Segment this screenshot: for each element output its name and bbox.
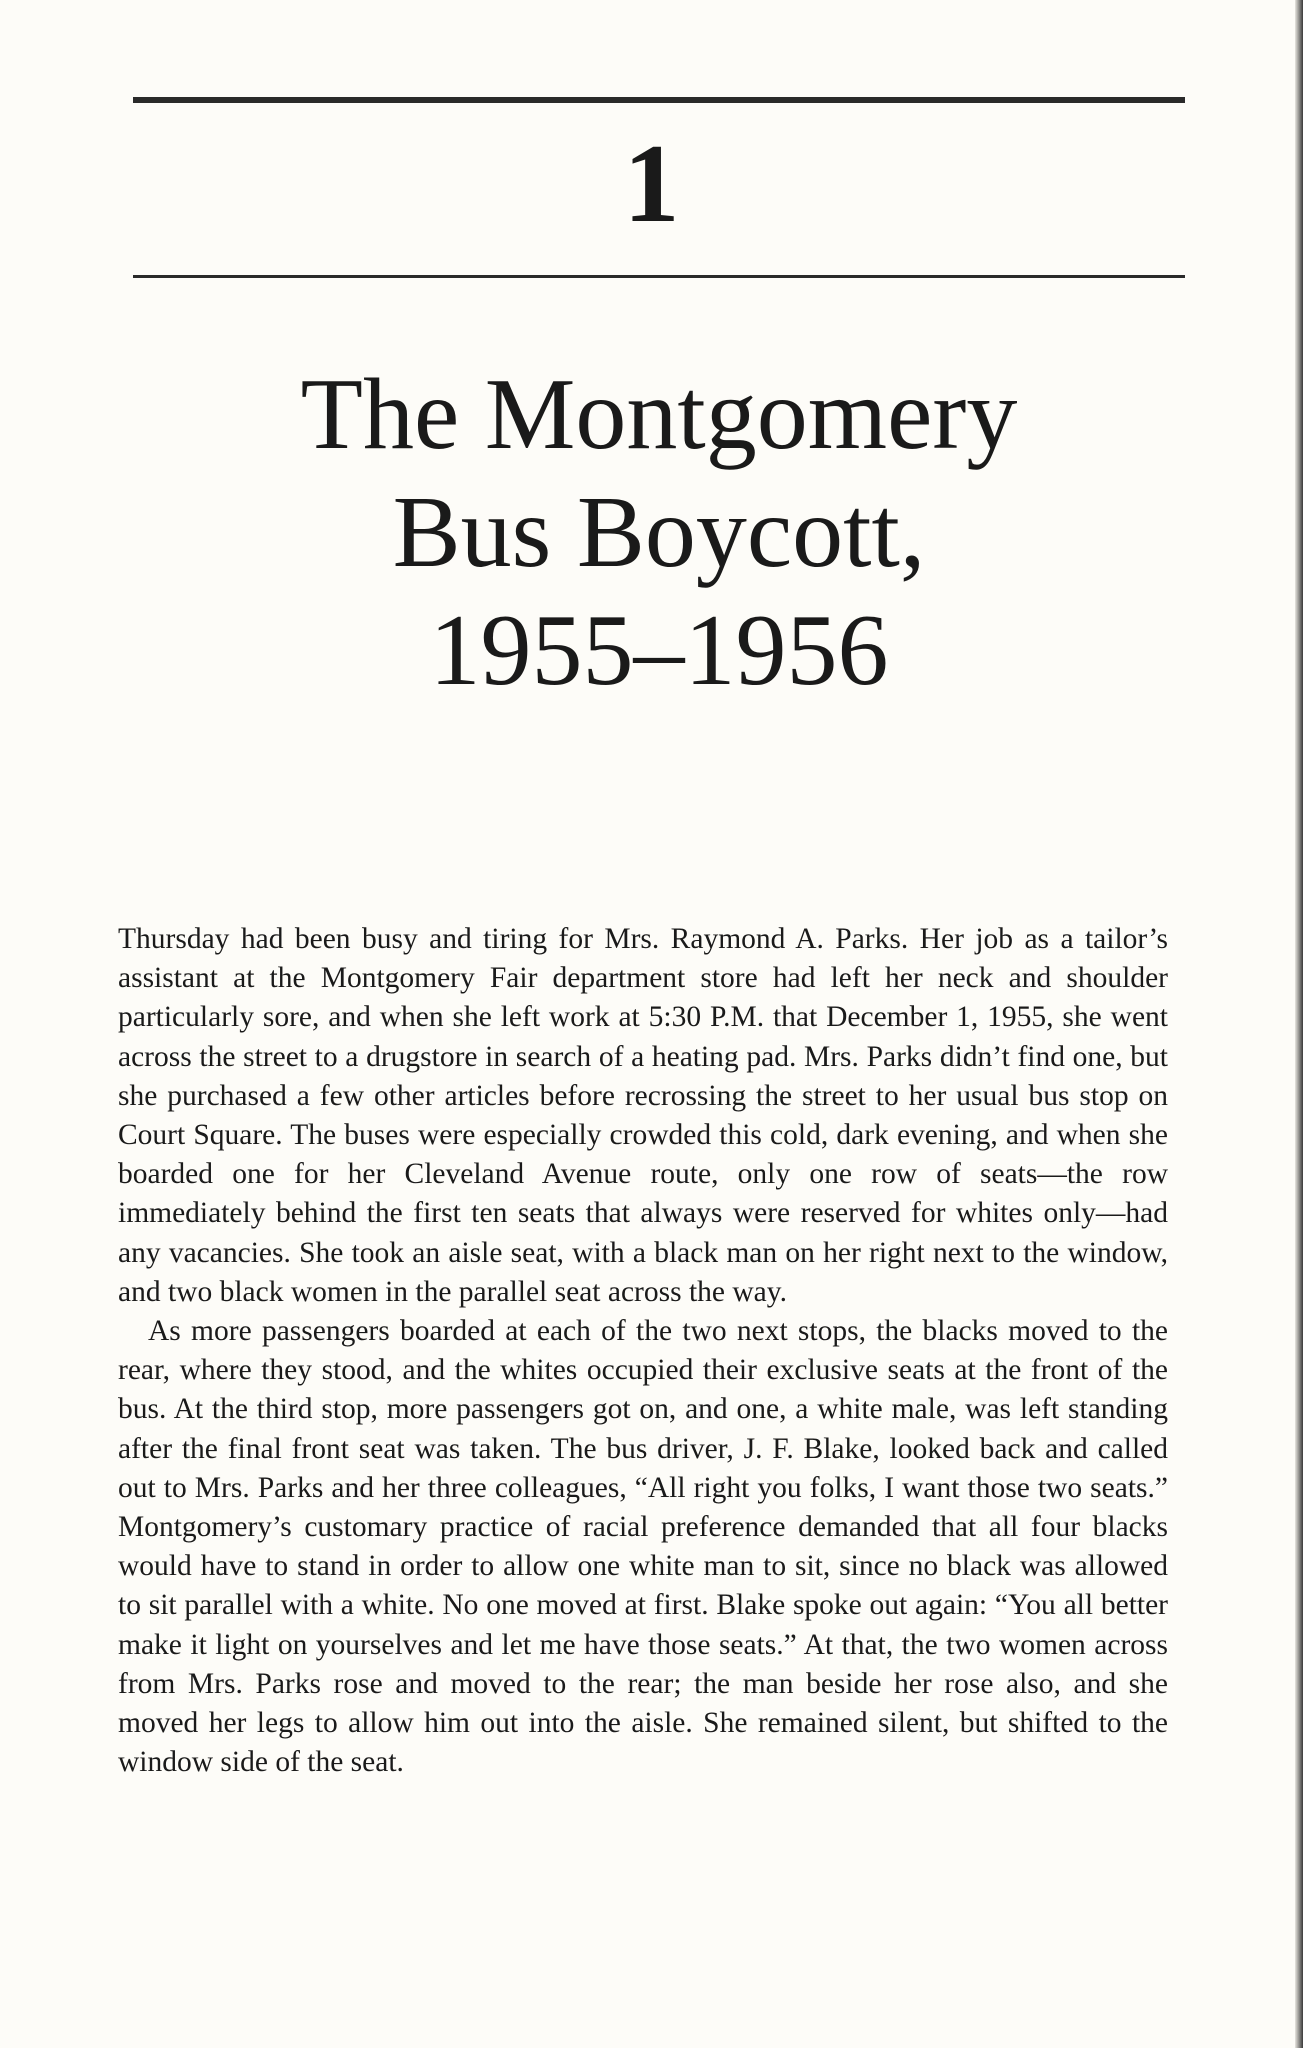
paragraph: As more passengers boarded at each of the two next stops, the blacks moved to the rear, where they stood, and the whites occupied their exclusive seats at the front of the bus. At the third stop, more passengers got on, and one, a white male, was left standing after the final front seat was taken. The bus driver, J. F. Blake, looked back and called out to Mrs. Parks and her three colleagues, “All right you folks, I want those two seats.” Montgomery’s customary practice of racial preference demanded that all four blacks would have to stand in order to allow one white man to sit, since no black was allowed to sit parallel with a white. No one moved at first. Blake spoke out again: “You all better make it light on yourselves and let me have those seats.” At that, the two women across from Mrs. Parks rose and moved to the rear; the man beside her rose also, and she moved her legs to allow him out into the aisle. She remained silent, but shifted to the window side of the seat.: [118, 1315, 1168, 1779]
page-edge: [1295, 0, 1303, 2048]
body-text: [118, 920, 1168, 1782]
paragraph: Thursday had been busy and tiring for Mrs. Raymond A. Parks. Her job as a tailor’s assistant at the Montgomery Fair department store had left her neck and shoulder particularly sore, and when she left work at 5:30 P.M. that December 1, 1955, she went across the street to a drugstore in search of a heating pad. Mrs. Parks didn’t find one, but she purchased a few other articles before recrossing the street to her usual bus stop on Court Square. The buses were especially crowded this cold, dark evening, and when she boarded one for her Cleveland Avenue route, only one row of seats—the row immediately behind the first ten seats that always were reserved for whites only—had any vacancies. She took an aisle seat, with a black man on her right next to the window, and two black women in the parallel seat across the way.: [118, 923, 1168, 1308]
chapter-title-line: 1955–1956: [429, 594, 889, 708]
title-rule: [133, 275, 1185, 278]
chapter-number: 1: [623, 122, 680, 246]
chapter-title-line: The Montgomery: [300, 358, 1018, 472]
top-rule: [133, 97, 1185, 103]
chapter-title-line: Bus Boycott,: [392, 476, 926, 590]
chapter-title: [133, 356, 1185, 710]
